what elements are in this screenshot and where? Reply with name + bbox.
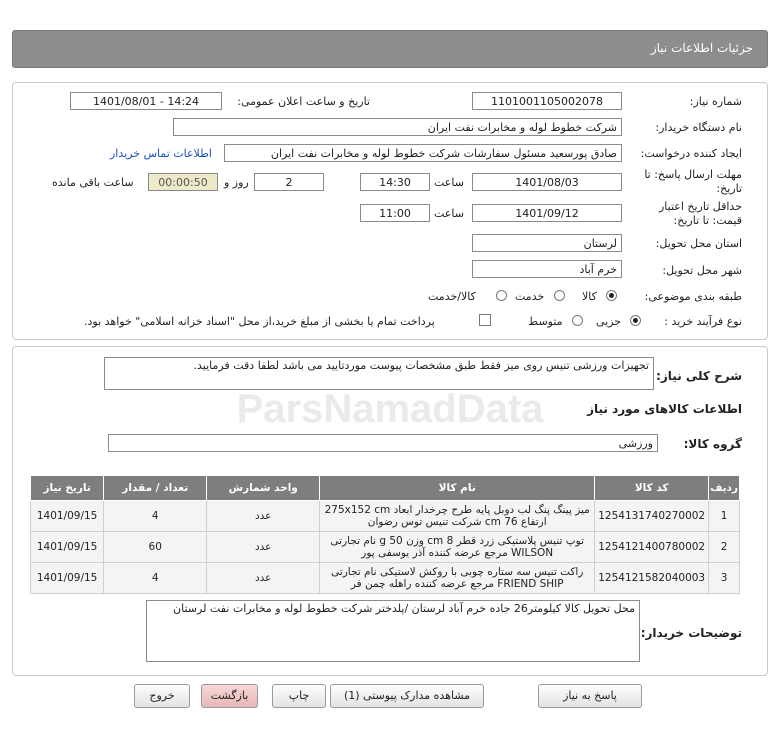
min-valid-label-line1: حداقل تاریخ اعتبار [658, 200, 742, 213]
col-code: کد کالا [595, 476, 709, 501]
table-row [31, 532, 740, 563]
row-code: 1254121400780002 [595, 532, 709, 563]
category-option-goods-service: کالا/خدمت [428, 290, 476, 303]
row-qty: 4 [104, 563, 207, 594]
deadline-label-line2: تاریخ: [716, 182, 742, 195]
row-code: 1254131740270002 [595, 501, 709, 532]
page-title: جزئیات اطلاعات نیاز [650, 41, 753, 55]
deadline-time-field: 14:30 [360, 173, 430, 191]
goods-group-field: ورزشی [108, 434, 658, 452]
row-unit: عدد [207, 501, 320, 532]
row-name-line1: راکت تنیس سه ستاره چوبی با روکش لاستیکی نام تجارتی [331, 566, 584, 578]
description-box: تجهیزات ورزشی تنیس روی میز فقط طبق مشخصات پیوست موردتایید می باشد لطفا دقت فرمایید. [104, 357, 654, 390]
days-field: 2 [254, 173, 324, 191]
need-number-label: شماره نیاز: [689, 95, 742, 108]
table-row [31, 501, 740, 532]
treasury-payment-checkbox[interactable] [479, 314, 491, 326]
row-qty: 60 [104, 532, 207, 563]
category-radio-goods[interactable] [606, 290, 617, 301]
process-option-medium: متوسط [528, 315, 563, 328]
row-index: 1 [709, 501, 740, 532]
table-header-row [31, 476, 740, 501]
buyer-org-label: نام دستگاه خریدار: [655, 121, 742, 134]
province-field: لرستان [472, 234, 622, 252]
deadline-label-line1: مهلت ارسال پاسخ: تا [644, 168, 742, 181]
row-index: 2 [709, 532, 740, 563]
goods-group-label: گروه کالا: [683, 437, 742, 451]
row-date: 1401/09/15 [31, 501, 104, 532]
remaining-timer: 00:00:50 [148, 173, 218, 191]
min-valid-date-field: 1401/09/12 [472, 204, 622, 222]
print-button[interactable]: چاپ [272, 684, 326, 708]
row-name-line2: ارتفاع 76 cm شرکت تنیس توس رضوان [367, 516, 547, 528]
days-label: روز و [224, 176, 249, 189]
need-number-field: 1101001105002078 [472, 92, 622, 110]
back-button[interactable]: بازگشت [201, 684, 258, 708]
city-field: خرم آباد [472, 260, 622, 278]
reply-to-need-button[interactable]: پاسخ به نیاز [538, 684, 642, 708]
process-radio-minor[interactable] [630, 315, 641, 326]
row-date: 1401/09/15 [31, 532, 104, 563]
row-unit: عدد [207, 532, 320, 563]
announce-label: تاریخ و ساعت اعلان عمومی: [237, 95, 370, 108]
min-valid-time-label: ساعت [434, 207, 464, 220]
goods-section-title: اطلاعات کالاهای مورد نیاز [587, 402, 742, 416]
process-label: نوع فرآیند خرید : [664, 315, 742, 328]
process-radio-medium[interactable] [572, 315, 583, 326]
buyer-org-field: شرکت خطوط لوله و مخابرات نفت ایران [173, 118, 622, 136]
row-index: 3 [709, 563, 740, 594]
goods-table [30, 475, 740, 594]
buyer-notes-box: محل تحویل کالا کیلومتر26 جاده خرم آباد لرستان /پلدختر شرکت خطوط لوله و مخابرات نفت لرستان [146, 600, 640, 662]
row-name-line2: WILSON مرجع عرضه کننده آذر یوسفی پور [361, 547, 554, 559]
creator-label: ایجاد کننده درخواست: [640, 147, 742, 160]
description-label: شرح کلی نیاز: [656, 369, 742, 383]
row-name-line1: میز پینگ پنگ لب دوبل پایه طرح چرخدار ابعاد 275x152 cm [324, 504, 590, 516]
province-label: استان محل تحویل: [655, 237, 742, 250]
col-name: نام کالا [320, 476, 595, 501]
category-radio-service[interactable] [554, 290, 565, 301]
min-valid-time-field: 11:00 [360, 204, 430, 222]
table-row [31, 563, 740, 594]
category-option-goods: کالا [582, 290, 597, 303]
col-qty: تعداد / مقدار [104, 476, 207, 501]
row-name-line1: توپ تنیس پلاستیکی زرد قطر 8 cm وزن 50 g نام تجارتی [330, 535, 585, 547]
deadline-time-label: ساعت [434, 176, 464, 189]
row-name [320, 563, 595, 594]
col-date: تاریخ نیاز [31, 476, 104, 501]
row-name [320, 532, 595, 563]
category-radio-goods-service[interactable] [496, 290, 507, 301]
category-option-service: خدمت [515, 290, 545, 303]
view-attachments-button[interactable]: مشاهده مدارک پیوستی (1) [330, 684, 484, 708]
treasury-payment-note: پرداخت تمام یا بخشی از مبلغ خرید،از محل "اسناد خزانه اسلامی" خواهد بود. [84, 315, 435, 328]
contact-buyer-link[interactable]: اطلاعات تماس خریدار [110, 147, 212, 160]
min-valid-label-line2: قیمت: تا تاریخ: [673, 214, 742, 227]
watermark-brand: ParsNamadData [236, 387, 544, 431]
row-qty: 4 [104, 501, 207, 532]
col-unit: واحد شمارش [207, 476, 320, 501]
row-unit: عدد [207, 563, 320, 594]
process-option-minor: جزیی [596, 315, 622, 328]
row-date: 1401/09/15 [31, 563, 104, 594]
row-name-line2: FRIEND SHIP مرجع عرضه کننده راهله چمن فر [350, 578, 564, 590]
row-name [320, 501, 595, 532]
col-index: ردیف [709, 476, 740, 501]
creator-field: صادق پورسعید مسئول سفارشات شرکت خطوط لوله و مخابرات نفت ایران [224, 144, 622, 162]
page-header [12, 30, 768, 68]
announce-field: 1401/08/01 - 14:24 [70, 92, 222, 110]
row-code: 1254121582040003 [595, 563, 709, 594]
deadline-date-field: 1401/08/03 [472, 173, 622, 191]
category-label: طبقه بندی موضوعی: [644, 290, 742, 303]
exit-button[interactable]: خروج [134, 684, 190, 708]
buyer-notes-label: توضیحات خریدار: [640, 626, 742, 640]
remaining-label: ساعت باقی مانده [52, 176, 134, 189]
city-label: شهر محل تحویل: [662, 264, 742, 277]
